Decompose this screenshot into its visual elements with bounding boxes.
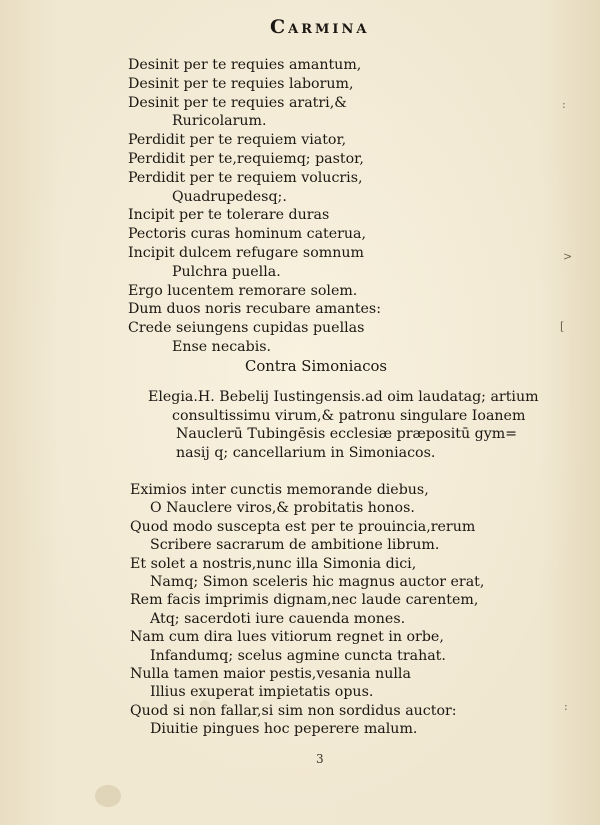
text-line: Ergo lucentem remorare solem. (128, 282, 358, 299)
text-line: Et solet a nostris,nunc illa Simonia dici, (130, 555, 417, 572)
text-line: Desinit per te requies laborum, (128, 75, 354, 92)
text-line: Desinit per te requies aratri,& (128, 94, 347, 111)
text-line: Illius exuperat impietatis opus. (150, 684, 374, 701)
signature-mark: 3 (316, 752, 324, 766)
text-line: Quod modo suscepta est per te prouincia,rerum (130, 518, 476, 535)
text-line: O Nauclere viros,& probitatis honos. (150, 500, 415, 517)
text-line: Nulla tamen maior pestis,vesania nulla (130, 666, 411, 682)
text-line: Perdidit per te,requiemq; pastor, (128, 151, 364, 167)
text-line: Diuitie pingues hoc peperere malum. (150, 721, 418, 738)
text-line: Quod si non fallar,si sim non sordidus auctor: (130, 702, 457, 719)
text-line: Ruricolarum. (172, 113, 267, 130)
margin-mark: > (563, 250, 573, 263)
text-line: Rem facis imprimis dignam,nec laude carentem, (130, 592, 479, 609)
text-line: Pulchra puella. (172, 263, 281, 280)
text-line: Elegia.H. Bebelij Iustingensis.ad oim laudatag; artium (148, 389, 539, 405)
text-line: Eximios inter cunctis memorande diebus, (130, 482, 429, 498)
text-line: Crede seiungens cupidas puellas (128, 320, 365, 337)
margin-mark: [ (560, 320, 565, 333)
text-line: Incipit dulcem refugare somnum (128, 245, 364, 261)
text-line: Quadrupedesq;. (172, 188, 287, 205)
text-line: Perdidit per te requiem volucris, (128, 169, 363, 186)
text-line: Infandumq; scelus agmine cuncta trahat. (150, 647, 446, 664)
paper-stain (95, 785, 121, 807)
text-line: Desinit per te requies amantum, (128, 57, 362, 73)
section-title: Contra Simoniacos (245, 358, 387, 375)
text-line: Scribere sacrarum de ambitione librum. (150, 537, 440, 554)
text-line: Incipit per te tolerare duras (128, 207, 330, 224)
text-line: Perdidit per te requiem viator, (128, 132, 347, 149)
text-line: Atq; sacerdoti iure cauenda mones. (150, 610, 406, 627)
text-line: Namq; Simon sceleris hic magnus auctor erat, (150, 574, 485, 590)
text-line: consultissimu virum,& patronu singulare Ioanem (172, 407, 526, 424)
text-line: Pectoris curas hominum caterua, (128, 226, 367, 243)
margin-mark: : (562, 98, 566, 111)
text-line: Nauclerū Tubingēsis ecclesiæ præpositū gym= (176, 426, 518, 442)
text-line: nasij q; cancellarium in Simoniacos. (176, 444, 436, 461)
margin-mark: : (564, 700, 568, 713)
text-line: Nam cum dira lues vitiorum regnet in orbe, (130, 629, 444, 646)
text-line: Dum duos noris recubare amantes: (128, 301, 381, 318)
text-line: Ense necabis. (172, 339, 272, 355)
running-header: Carmina (270, 16, 370, 38)
